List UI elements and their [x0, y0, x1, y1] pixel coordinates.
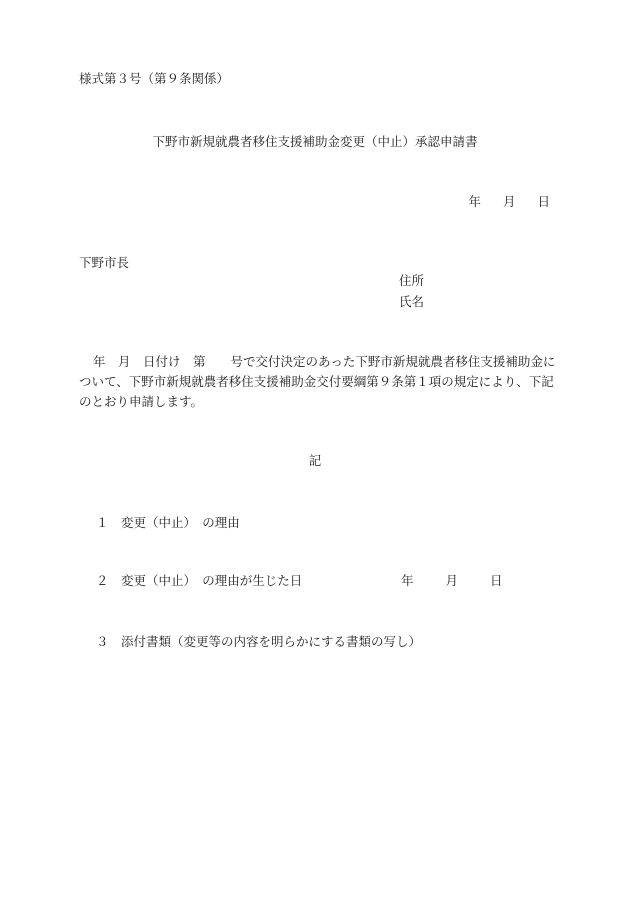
item-change-reason: １ 変更（中止） の理由 — [96, 515, 240, 530]
date-year-label: 年 — [468, 194, 481, 209]
body-paragraph — [79, 352, 564, 412]
item-date-month-label: 月 — [445, 573, 459, 588]
name-label: 氏名 — [399, 294, 425, 309]
address-label: 住所 — [399, 273, 425, 288]
item-date-year-label: 年 — [401, 573, 414, 588]
ki-heading: 記 — [308, 453, 322, 468]
item-reason-date-fields — [401, 572, 503, 590]
item-attachments: ３ 添付書類（変更等の内容を明らかにする書類の写し） — [96, 634, 422, 649]
form-number: 様式第３号（第９条関係） — [79, 71, 230, 86]
item-reason-date: ２ 変更（中止） の理由が生じた日 — [96, 573, 303, 588]
item-date-day-label: 日 — [490, 573, 503, 588]
application-date — [468, 193, 550, 211]
date-day-label: 日 — [537, 194, 550, 209]
body-paragraph-text: 年 月 日付け 第 号で交付決定のあった下野市新規就農者移住支援補助金について、下野市新規就農者移住支援補助金交付要綱第９条第１項の規定により、下記のとおり申請します。 — [79, 354, 556, 409]
recipient: 下野市長 — [79, 255, 130, 270]
document-title: 下野市新規就農者移住支援補助金変更（中止）承認申請書 — [152, 134, 478, 149]
date-month-label: 月 — [502, 194, 516, 209]
